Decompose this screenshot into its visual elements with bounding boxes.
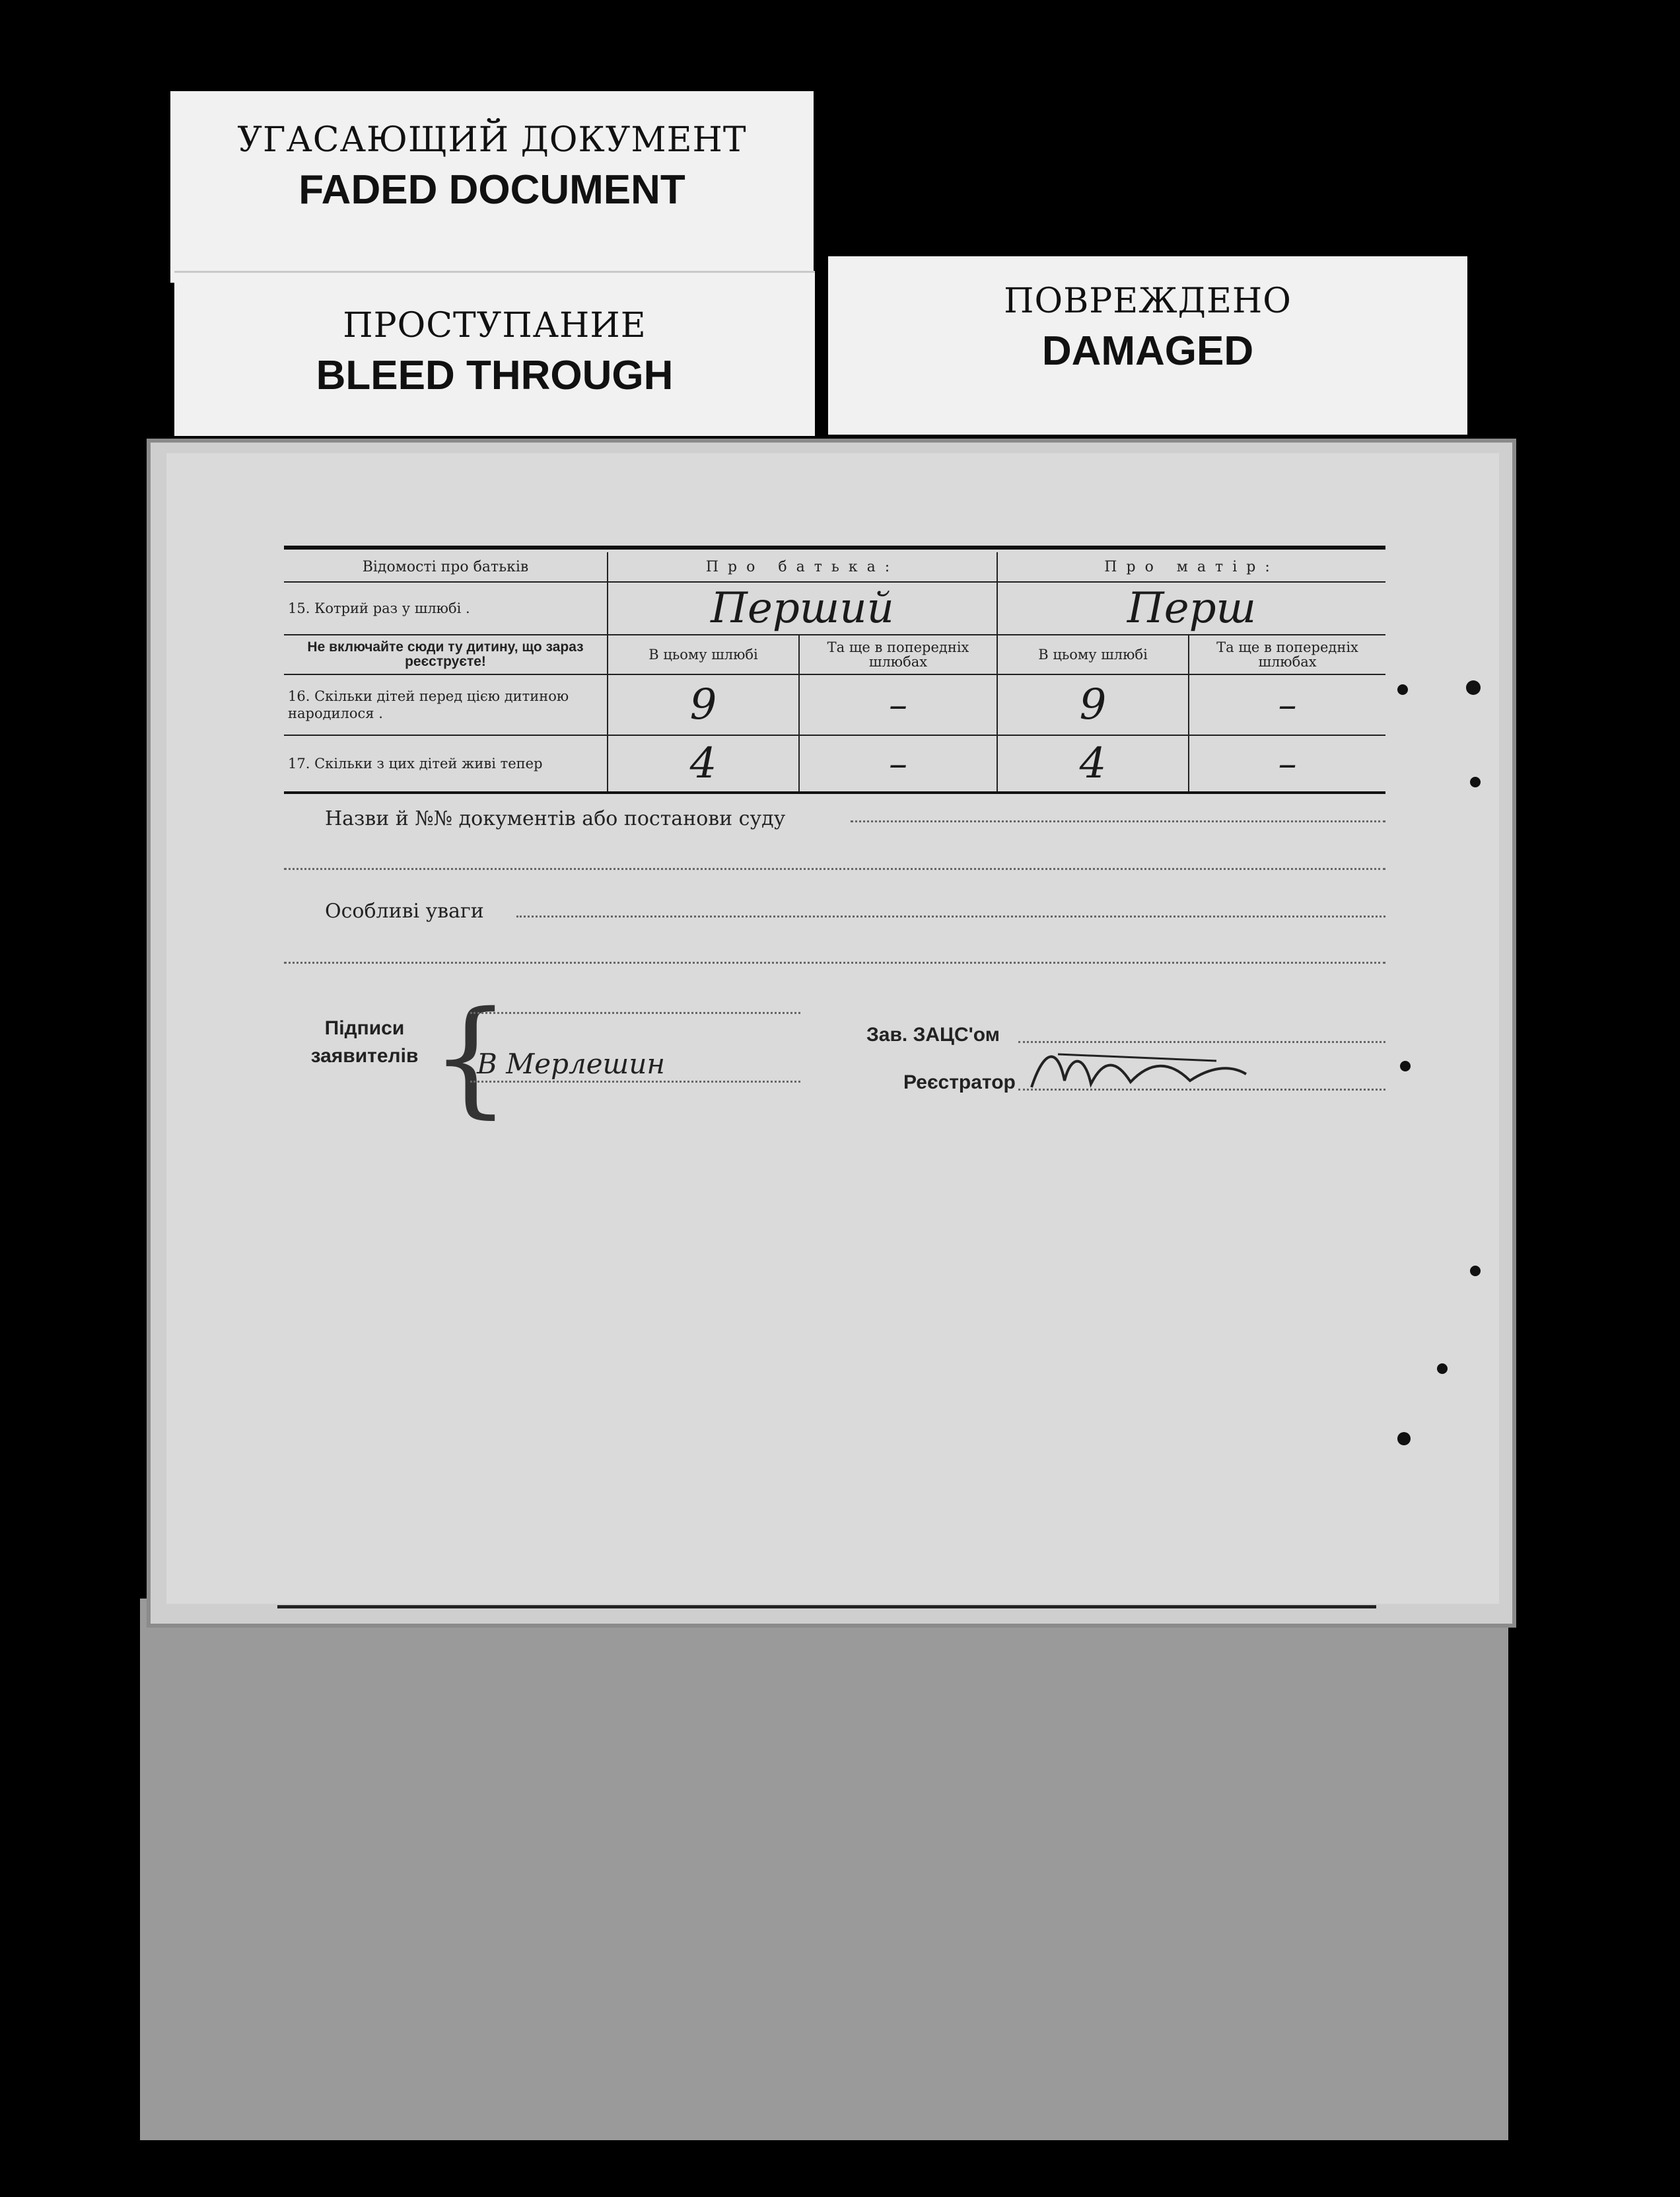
warning-note: Не включайте сюди ту дитину, що зараз реєструєте! <box>284 635 608 674</box>
documents-label: Назви й №№ документів або постанови суду <box>325 807 786 830</box>
punch-hole <box>1400 1061 1411 1071</box>
damaged-label-ru: ПОВРЕЖДЕНО <box>1004 281 1292 321</box>
father-previous-header: Та ще в попередніх шлюбах <box>799 635 997 674</box>
row-children-born <box>284 674 1385 735</box>
row-children-alive <box>284 735 1385 793</box>
notes-label: Особливі уваги <box>325 900 484 923</box>
row17-label: 17. Скільки з цих дітей живі тепер <box>284 735 608 793</box>
mother-previous-header: Та ще в попередніх шлюбах <box>1189 635 1385 674</box>
row16-mother-this: 9 <box>997 674 1189 735</box>
row17-father-prev: – <box>799 735 997 793</box>
page-bottom-rule <box>277 1605 1376 1608</box>
row-marriage-number <box>284 582 1385 635</box>
row15-label: 15. Котрий раз у шлюбі . <box>284 582 608 635</box>
signature-brace: { <box>431 984 510 1130</box>
header-father: Про батька: <box>608 552 997 582</box>
documents-line-2 <box>284 868 1385 870</box>
row16-father-prev: – <box>799 674 997 735</box>
document-page-inner <box>166 453 1499 1604</box>
cardboard-backing <box>140 1599 1508 2140</box>
applicant-sig-line-1 <box>470 1012 800 1014</box>
table-header-row <box>284 552 1385 582</box>
punch-hole <box>1397 1432 1411 1445</box>
damaged-label-en: DAMAGED <box>1041 328 1254 374</box>
row16-label: 16. Скільки дітей перед цією дитиною народилося . <box>284 674 608 735</box>
row15-father-value: Перший <box>608 582 997 635</box>
row17-mother-prev: – <box>1189 735 1385 793</box>
applicants-signature-label: Підписи заявителів <box>310 1017 419 1067</box>
punch-hole <box>1397 684 1408 695</box>
row17-mother-this: 4 <box>997 735 1189 793</box>
header-parents: Відомості про батьків <box>362 558 529 575</box>
table-top-rule <box>284 546 1385 550</box>
faded-label-ru: УГАСАЮЩИЙ ДОКУМЕНТ <box>237 120 747 160</box>
head-zags-label: Зав. ЗАЦС'ом <box>866 1024 1000 1046</box>
punch-hole <box>1470 1266 1481 1276</box>
row17-father-this: 4 <box>608 735 799 793</box>
header-mother: Про матір: <box>997 552 1385 582</box>
row16-mother-prev: – <box>1189 674 1385 735</box>
bleed-through-card <box>174 271 815 436</box>
registrar-label: Реєстратор <box>903 1071 1016 1093</box>
punch-hole <box>1470 777 1481 787</box>
row15-mother-value: Перш <box>997 582 1385 635</box>
faded-document-card <box>170 91 814 283</box>
bleed-label-en: BLEED THROUGH <box>316 353 674 398</box>
row16-father-this: 9 <box>608 674 799 735</box>
mother-this-marriage-header: В цьому шлюбі <box>997 635 1189 674</box>
bleed-label-ru: ПРОСТУПАНИЕ <box>343 306 647 345</box>
notes-line-2 <box>284 962 1385 964</box>
applicant-signature: В Мерлешин <box>477 1048 666 1080</box>
parents-info-table <box>284 552 1385 794</box>
damaged-card <box>828 256 1467 435</box>
registrar-signature-scribble <box>1018 1034 1256 1107</box>
father-this-marriage-header: В цьому шлюбі <box>608 635 799 674</box>
documents-line-1 <box>851 820 1385 822</box>
document-page <box>147 439 1516 1628</box>
faded-label-en: FADED DOCUMENT <box>298 167 685 213</box>
notes-line-1 <box>516 916 1385 918</box>
subheader-row <box>284 635 1385 674</box>
punch-hole <box>1437 1363 1448 1374</box>
applicant-sig-line-2 <box>470 1081 800 1083</box>
punch-hole <box>1466 680 1481 695</box>
